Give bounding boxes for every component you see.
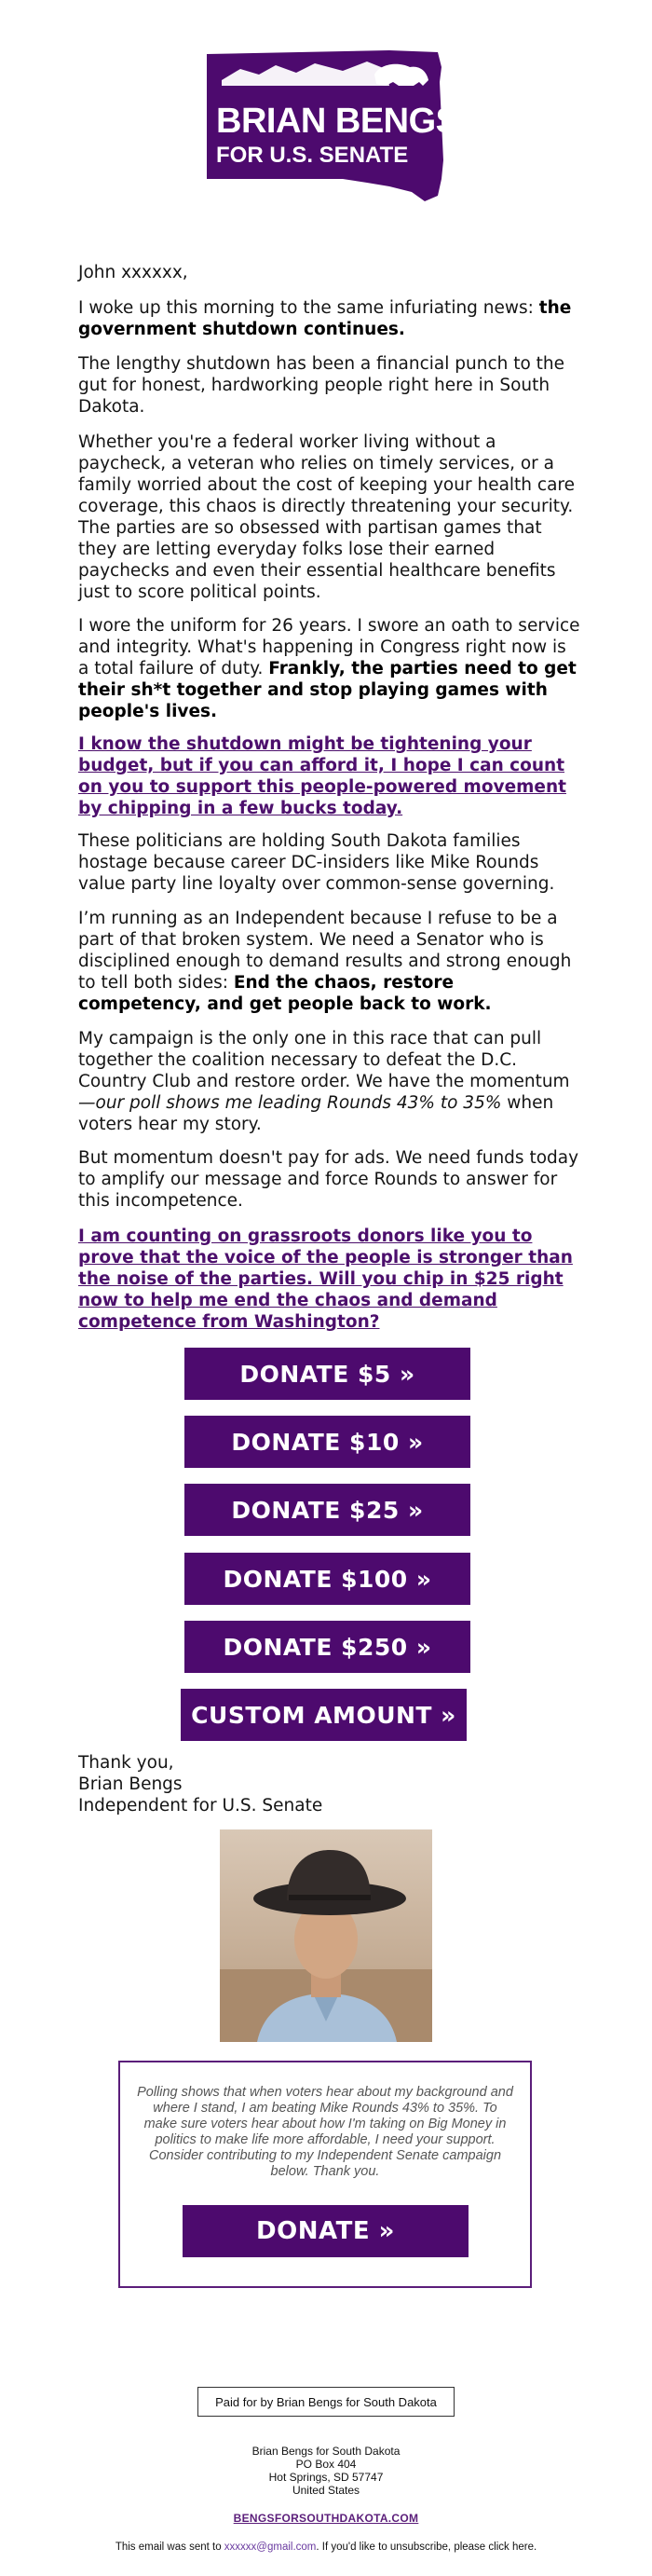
signoff-title: Independent for U.S. Senate bbox=[78, 1796, 323, 1816]
address-line-1: Brian Bengs for South Dakota bbox=[251, 2445, 401, 2458]
signoff-name: Brian Bengs bbox=[78, 1774, 183, 1794]
cta-link-1[interactable]: I know the shutdown might be tightening your budget, but if you can afford it, I hope I can count on you to support this people-powered movement by chipping in a few bucks today. bbox=[78, 734, 566, 818]
website-link[interactable]: BENGSFORSOUTHDAKOTA.COM bbox=[233, 2512, 419, 2525]
paid-for-box: Paid for by Brian Bengs for South Dakota bbox=[197, 2387, 455, 2417]
custom-amount-button[interactable]: CUSTOM AMOUNT » bbox=[181, 1689, 467, 1741]
address-line-4: United States bbox=[292, 2484, 360, 2497]
recipient-email: xxxxxx@gmail.com bbox=[224, 2542, 317, 2553]
cta-link-1-wrap bbox=[78, 733, 581, 819]
signoff bbox=[78, 1752, 322, 1816]
logo-line1: BRIAN BENGS bbox=[216, 102, 447, 141]
donate-250-button[interactable]: DONATE $250 » bbox=[184, 1621, 470, 1673]
paragraph-3: Whether you're a federal worker living without a paycheck, a veteran who relies on timely services, or a family worried about the cost of keeping your health care coverage, this chaos is directly threatening your security. The parties are so obsessed with partisan games that they are letting everyday folks lose their earned paychecks and even their essential healthcare benefits just to score political points. bbox=[78, 432, 575, 602]
donate-25-button[interactable]: DONATE $25 » bbox=[184, 1484, 470, 1536]
signoff-line-1: Thank you, bbox=[78, 1753, 174, 1773]
paragraph-4: I wore the uniform for 26 years. I swore an oath to service and integrity. What's happening in Congress right now is a total failure of duty. Frankly, the parties need to get their sh*t together and stop playing games with people's lives. bbox=[78, 616, 580, 721]
paragraph-8: But momentum doesn't pay for ads. We need funds today to amplify our message and force Rounds to answer for this incompetence. bbox=[78, 1148, 579, 1211]
south-dakota-shape-icon bbox=[203, 48, 447, 205]
appeal-text: Polling shows that when voters hear about my background and where I stand, I am beating Mike Rounds 43% to 35%. To make sure voters hear about how I'm taking on Big Money in politics to make life more affordable, I need your support. Consider contributing to my Independent Senate campaign below. Thank you. bbox=[137, 2085, 513, 2179]
cta-link-2[interactable]: I am counting on grassroots donors like you to prove that the voice of the people is stronger than the noise of the parties. Will you chip in $25 right now to help me end the chaos and demand competence from Washington? bbox=[78, 1226, 573, 1332]
paragraph-2: The lengthy shutdown has been a financial punch to the gut for honest, hardworking people right here in South Dakota. bbox=[78, 354, 565, 417]
logo-line2: FOR U.S. SENATE bbox=[216, 143, 409, 168]
cta-link-2-wrap bbox=[78, 1226, 581, 1333]
paragraph-1: I woke up this morning to the same infuriating news: the government shutdown continues. bbox=[78, 298, 572, 339]
greeting: John xxxxxx, bbox=[78, 263, 188, 282]
unsubscribe-text[interactable]: . If you'd like to unsubscribe, please click here. bbox=[316, 2542, 537, 2553]
appeal-box bbox=[118, 2061, 532, 2288]
donate-5-button[interactable]: DONATE $5 » bbox=[184, 1348, 470, 1400]
unsubscribe-note bbox=[56, 2542, 596, 2553]
donate-100-button[interactable]: DONATE $100 » bbox=[184, 1553, 470, 1605]
campaign-logo bbox=[203, 48, 447, 205]
paragraph-5: These politicians are holding South Dakota families hostage because career DC-insiders like Mike Rounds value party line loyalty over common-sense governing. bbox=[78, 831, 555, 894]
appeal-donate-button[interactable]: DONATE » bbox=[183, 2205, 469, 2257]
address-line-2: PO Box 404 bbox=[295, 2458, 357, 2471]
sent-to-prefix: This email was sent to bbox=[115, 2542, 224, 2553]
paragraph-6: I’m running as an Independent because I refuse to be a part of that broken system. We need a Senator who is disciplined enough to demand results and strong enough to tell both sides: End the chaos, restore competency, and get people back to work. bbox=[78, 909, 572, 1014]
address-line-3: Hot Springs, SD 57747 bbox=[268, 2471, 384, 2484]
donate-10-button[interactable]: DONATE $10 » bbox=[184, 1416, 470, 1468]
mailing-address bbox=[140, 2445, 512, 2497]
paragraph-7: My campaign is the only one in this race that can pull together the coalition necessary to defeat the D.C. Country Club and restore order. We have the momentum —our poll shows me leading Rounds 43% to 35% when voters hear my story. bbox=[78, 1029, 570, 1134]
candidate-photo bbox=[220, 1829, 432, 2042]
